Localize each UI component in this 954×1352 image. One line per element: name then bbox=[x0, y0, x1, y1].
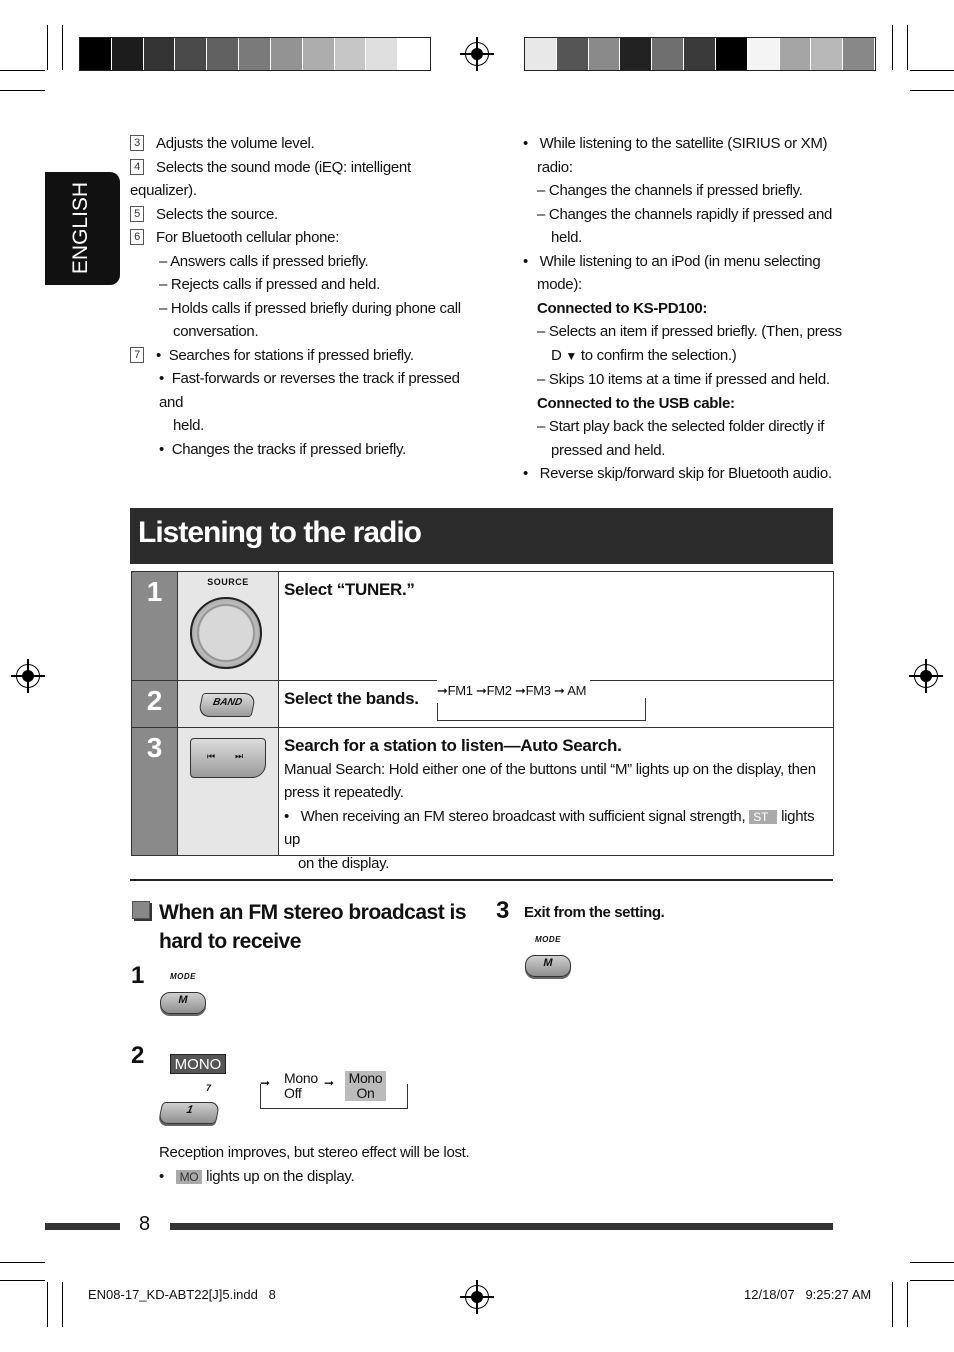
crop-mark bbox=[892, 25, 893, 70]
mono-off: Mono Off bbox=[284, 1070, 318, 1101]
bullet-item: • When receiving an FM stereo broadcast with sufficient signal strength, ST lights up bbox=[284, 807, 815, 848]
crop-mark bbox=[62, 1282, 63, 1327]
crop-mark bbox=[0, 1262, 45, 1263]
crop-mark bbox=[907, 1282, 908, 1327]
page-bar-left bbox=[45, 1223, 120, 1230]
divider bbox=[130, 879, 833, 881]
step-row bbox=[132, 572, 833, 681]
mo-bullet: • MO lights up on the display. bbox=[159, 1168, 355, 1185]
bullet-continuation: radio: bbox=[537, 158, 573, 176]
dash-item: – Holds calls if pressed briefly during phone call bbox=[159, 299, 461, 317]
fm-step-number: 3 bbox=[496, 897, 510, 924]
color-bar-left bbox=[79, 37, 431, 71]
registration-mark-icon bbox=[465, 42, 489, 66]
footer-datetime: 12/18/07 9:25:27 AM bbox=[744, 1287, 872, 1302]
dash-continuation: pressed and held. bbox=[551, 441, 666, 459]
list-item: 4 Selects the sound mode (iEQ: intelligent equalizer). bbox=[130, 158, 411, 199]
crop-mark bbox=[62, 25, 63, 70]
dash-continuation: conversation. bbox=[173, 323, 259, 340]
section-square-icon bbox=[132, 901, 150, 919]
bullet-item: • While listening to the satellite (SIRIUS or XM) bbox=[523, 135, 828, 152]
band-sequence: ➞FM1 ➞FM2 ➞FM3 ➞ AM bbox=[437, 679, 590, 703]
bullet-item: • Changes the tracks if pressed briefly. bbox=[159, 440, 406, 458]
step-text: press it repeatedly. bbox=[284, 784, 404, 801]
subheading: Connected to the USB cable: bbox=[537, 394, 735, 412]
mode-label: MODE bbox=[535, 935, 561, 944]
step-number: 2 bbox=[132, 681, 177, 727]
list-item: 6 For Bluetooth cellular phone: bbox=[130, 226, 480, 250]
step-title: Select the bands. bbox=[284, 689, 419, 708]
dash-item: – Answers calls if pressed briefly. bbox=[159, 252, 369, 270]
seek-back-icon: ⏮ bbox=[207, 751, 216, 761]
arrow-right-icon: ➞ bbox=[554, 683, 565, 698]
preset-button-icon: 1 bbox=[158, 1102, 221, 1124]
step-row bbox=[132, 681, 833, 728]
subheading: Connected to KS-PD100: bbox=[537, 299, 708, 317]
fm-step-number: 2 bbox=[131, 1042, 145, 1069]
bullet-item: • Fast-forwards or reverses the track if pressed and bbox=[159, 370, 460, 411]
band-cycle-diagram bbox=[437, 683, 645, 715]
dash-item: – Start play back the selected folder directly if bbox=[537, 418, 825, 435]
bullet-continuation: held. bbox=[173, 417, 205, 434]
mode-button-icon: M bbox=[525, 955, 571, 977]
step-title: Search for a station to listen—Auto Search. bbox=[284, 736, 622, 755]
bullet-continuation: on the display. bbox=[298, 854, 390, 872]
source-button-illustration bbox=[177, 572, 279, 680]
crop-mark bbox=[910, 90, 954, 91]
arrow-right-icon: ➞ bbox=[260, 1076, 271, 1090]
dash-item: – Skips 10 items at a time if pressed and held. bbox=[537, 371, 830, 388]
list-item: 5 Selects the source. bbox=[130, 203, 480, 227]
bullet-item: • While listening to an iPod (in menu selecting bbox=[523, 252, 821, 270]
arrow-right-icon: ➞ bbox=[515, 683, 526, 698]
arrow-right-icon: ➞ bbox=[476, 683, 487, 698]
dash-continuation: held. bbox=[551, 229, 583, 246]
list-item: 3 Adjusts the volume level. bbox=[130, 132, 480, 156]
dash-item: – Changes the channels rapidly if pressed and bbox=[537, 205, 833, 223]
color-bar-right bbox=[524, 37, 876, 71]
band-button-icon: BAND bbox=[197, 693, 256, 717]
page-bar-right bbox=[170, 1223, 833, 1230]
crop-mark bbox=[0, 90, 45, 91]
steps-table bbox=[131, 571, 834, 872]
page-number: 8 bbox=[139, 1213, 151, 1235]
arrow-right-icon: ➞ bbox=[324, 1076, 335, 1090]
step-body bbox=[284, 734, 823, 875]
crop-mark bbox=[910, 70, 954, 71]
crop-mark bbox=[907, 25, 908, 70]
crop-mark bbox=[910, 1262, 954, 1263]
arrow-right-icon: ➞ bbox=[437, 683, 448, 698]
mono-display: MONO bbox=[170, 1054, 226, 1074]
crop-mark bbox=[47, 1282, 48, 1327]
source-label: SOURCE bbox=[207, 577, 249, 587]
bullet-item: • Reverse skip/forward skip for Bluetooth audio. bbox=[523, 465, 832, 482]
seek-buttons-illustration bbox=[177, 728, 279, 855]
registration-mark-icon bbox=[16, 664, 40, 688]
bullet-continuation: mode): bbox=[537, 276, 582, 293]
band-button-illustration bbox=[177, 681, 279, 727]
down-triangle-icon: ▼ bbox=[565, 348, 577, 363]
crop-mark bbox=[0, 70, 45, 71]
section-title: Listening to the radio bbox=[138, 516, 421, 549]
crop-mark bbox=[0, 1280, 45, 1281]
mode-label: MODE bbox=[170, 972, 196, 981]
list-item: 7 • Searches for stations if pressed briefly. bbox=[130, 344, 480, 368]
step-number: 3 bbox=[132, 728, 177, 855]
crop-mark bbox=[47, 25, 48, 70]
source-knob-icon bbox=[190, 597, 262, 669]
seek-forward-icon: ⏭ bbox=[235, 751, 244, 761]
language-tab bbox=[45, 172, 120, 285]
crop-mark bbox=[892, 1282, 893, 1327]
dash-continuation: D ▼ to confirm the selection.) bbox=[551, 346, 737, 364]
dash-item: – Selects an item if pressed briefly. (Then, press bbox=[537, 323, 842, 340]
dash-item: – Changes the channels if pressed briefly. bbox=[537, 182, 803, 199]
mono-toggle-diagram bbox=[260, 1071, 408, 1109]
fm-step-number: 1 bbox=[131, 962, 145, 989]
mono-on: Mono On bbox=[345, 1071, 386, 1101]
mo-indicator: MO bbox=[176, 1170, 203, 1184]
registration-mark-icon bbox=[465, 1285, 489, 1309]
dash-item: – Rejects calls if pressed and held. bbox=[159, 276, 381, 293]
section-title-bar bbox=[130, 508, 833, 564]
mode-button-icon: M bbox=[160, 992, 206, 1014]
seek-buttons-icon bbox=[190, 738, 266, 778]
language-tab-label: ENGLISH bbox=[69, 181, 92, 275]
footer-file: EN08-17_KD-ABT22[J]5.indd 8 bbox=[88, 1287, 276, 1302]
reception-text: Reception improves, but stereo effect will be lost. bbox=[159, 1144, 470, 1161]
fm-section-heading: When an FM stereo broadcast is hard to receive bbox=[159, 901, 467, 953]
registration-mark-icon bbox=[914, 664, 938, 688]
crop-mark bbox=[910, 1280, 954, 1281]
left-column bbox=[130, 132, 480, 461]
step3-text: Exit from the setting. bbox=[524, 904, 665, 921]
preset-number: 7 bbox=[206, 1083, 212, 1093]
step-number: 1 bbox=[132, 572, 177, 680]
step-title: Select “TUNER.” bbox=[284, 580, 415, 599]
right-column bbox=[523, 132, 843, 486]
step-row bbox=[132, 728, 833, 872]
st-indicator: ST bbox=[749, 810, 777, 824]
step-text: Manual Search: Hold either one of the buttons until “M” lights up on the display, then bbox=[284, 760, 816, 778]
